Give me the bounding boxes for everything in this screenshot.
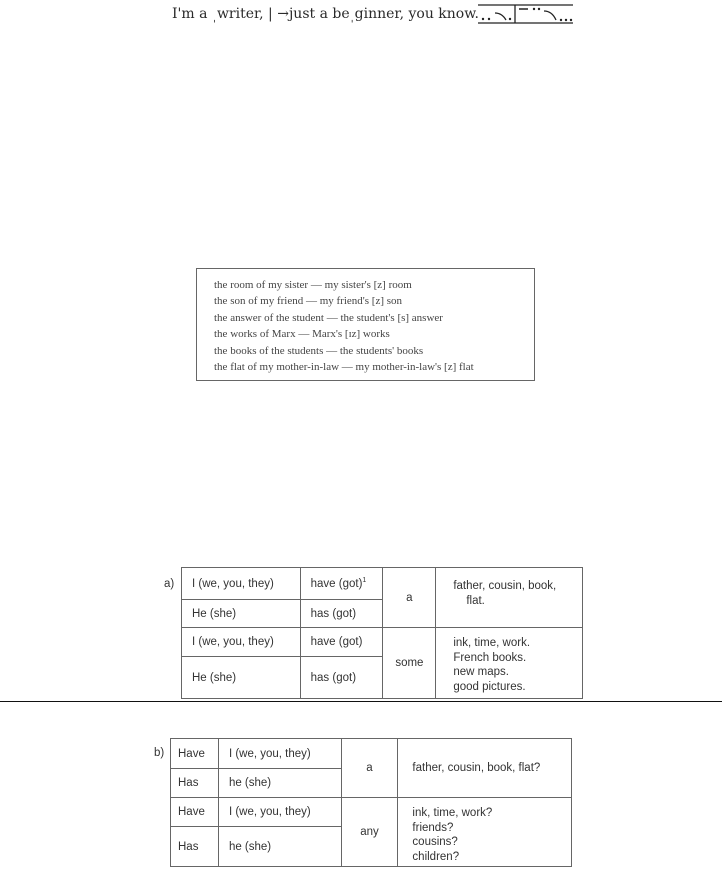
subject-cell: I (we, you, they) [218, 739, 341, 769]
verb-cell: has (got) [300, 600, 383, 628]
possessive-case-box [196, 268, 535, 381]
possessive-example: the room of my sister — my sister's [z] room [214, 279, 412, 291]
objects-cell: father, cousin, book, flat? [398, 739, 572, 798]
subject-cell: he (she) [218, 827, 341, 867]
objects-cell: ink, time, work. French books. new maps. good pictures. [436, 628, 583, 699]
table-row [171, 739, 572, 769]
objects-cell: father, cousin, book, flat. [436, 568, 583, 628]
possessive-example: the answer of the student — the student's [s] answer [214, 311, 443, 324]
subject-cell: I (we, you, they) [182, 568, 301, 600]
have-question-table [170, 738, 572, 867]
arrow-icon: → [277, 6, 289, 22]
subject-cell: he (she) [218, 769, 341, 798]
aux-cell: Have [171, 739, 219, 769]
table-row [182, 568, 583, 600]
objects-cell: ink, time, work? friends? cousins? children? [398, 798, 572, 867]
verb-cell: has (got) [300, 657, 383, 699]
subject-cell: He (she) [182, 657, 301, 699]
stress-mark: ˌ [212, 11, 216, 24]
aux-cell: Has [171, 827, 219, 867]
article-cell: any [341, 798, 398, 867]
verb-cell: have (got)$^1$ [300, 568, 383, 600]
sentence-part: writer, | [216, 6, 278, 22]
article-cell: a [341, 739, 398, 798]
table-b-label: b) [154, 747, 165, 759]
aux-cell: Has [171, 769, 219, 798]
possessive-example: the books of the students — the students' books [214, 344, 424, 357]
possessive-example: the flat of my mother-in-law — my mother-in-law's [z] flat [214, 361, 474, 374]
possessive-example: the son of my friend — my friend's [z] son [214, 295, 403, 308]
verb-cell: have (got) [300, 628, 383, 657]
have-got-affirmative-table [181, 567, 583, 699]
article-cell: a [383, 568, 436, 628]
table-row [171, 798, 572, 827]
stress-mark: ˌ [350, 11, 354, 24]
subject-cell: I (we, you, they) [182, 628, 301, 657]
sentence-part: ginner, you know. [354, 6, 479, 22]
intonation-diagram [476, 2, 576, 26]
subject-cell: He (she) [182, 600, 301, 628]
intonation-sentence [172, 6, 479, 24]
aux-cell: Have [171, 798, 219, 827]
article-cell: some [383, 628, 436, 699]
page-divider [0, 701, 722, 702]
subject-cell: I (we, you, they) [218, 798, 341, 827]
sentence-part: I'm a [172, 6, 212, 22]
table-row [182, 628, 583, 657]
table-a-label: a) [164, 578, 175, 590]
possessive-example: the works of Marx — Marx's [ɪz] works [214, 328, 390, 341]
sentence-part: just a be [288, 6, 350, 22]
